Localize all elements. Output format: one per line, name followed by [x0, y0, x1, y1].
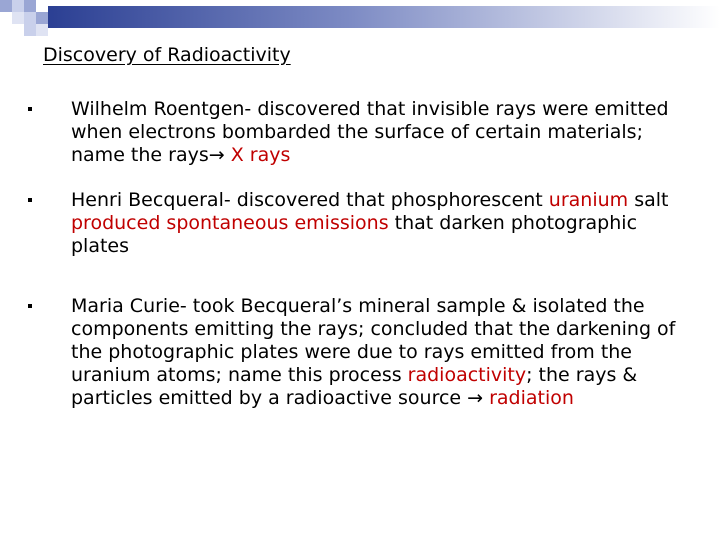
bullet-list	[28, 98, 678, 432]
highlighted-term: radioactivity	[407, 364, 527, 386]
bullet-text-segment: that darken photographic plates	[71, 212, 638, 257]
bullet-text-segment: Maria Curie- took Becqueral’s mineral sample & isolated the components emitting the rays; concluded that the darkening of the photographic plates were due to rays emitted from the uranium atoms; name this process	[71, 295, 676, 386]
bullet-marker-icon	[28, 304, 32, 308]
decorative-header-band	[0, 0, 720, 40]
highlighted-term: produced spontaneous emissions	[71, 212, 389, 234]
slide-title: Discovery of Radioactivity	[43, 44, 291, 66]
bullet-text-segment: ; the rays & particles emitted by a radioactive source →	[71, 364, 638, 409]
bullet-marker-icon	[28, 198, 32, 202]
bullet-text-segment: Henri Becqueral- discovered that phosphorescent	[71, 189, 549, 211]
bullet-text-segment: Wilhelm Roentgen- discovered that invisible rays were emitted when electrons bombarded the surface of certain materials; name the rays→	[71, 98, 669, 166]
bullet-item-curie	[28, 295, 678, 410]
bullet-item-becqueral	[28, 189, 678, 258]
highlighted-term: X rays	[230, 144, 291, 166]
bullet-marker-icon	[28, 107, 32, 111]
bullet-item-roentgen	[28, 98, 678, 167]
bullet-text-segment: salt	[628, 189, 669, 211]
highlighted-term: uranium	[548, 189, 629, 211]
highlighted-term: radiation	[489, 387, 574, 409]
